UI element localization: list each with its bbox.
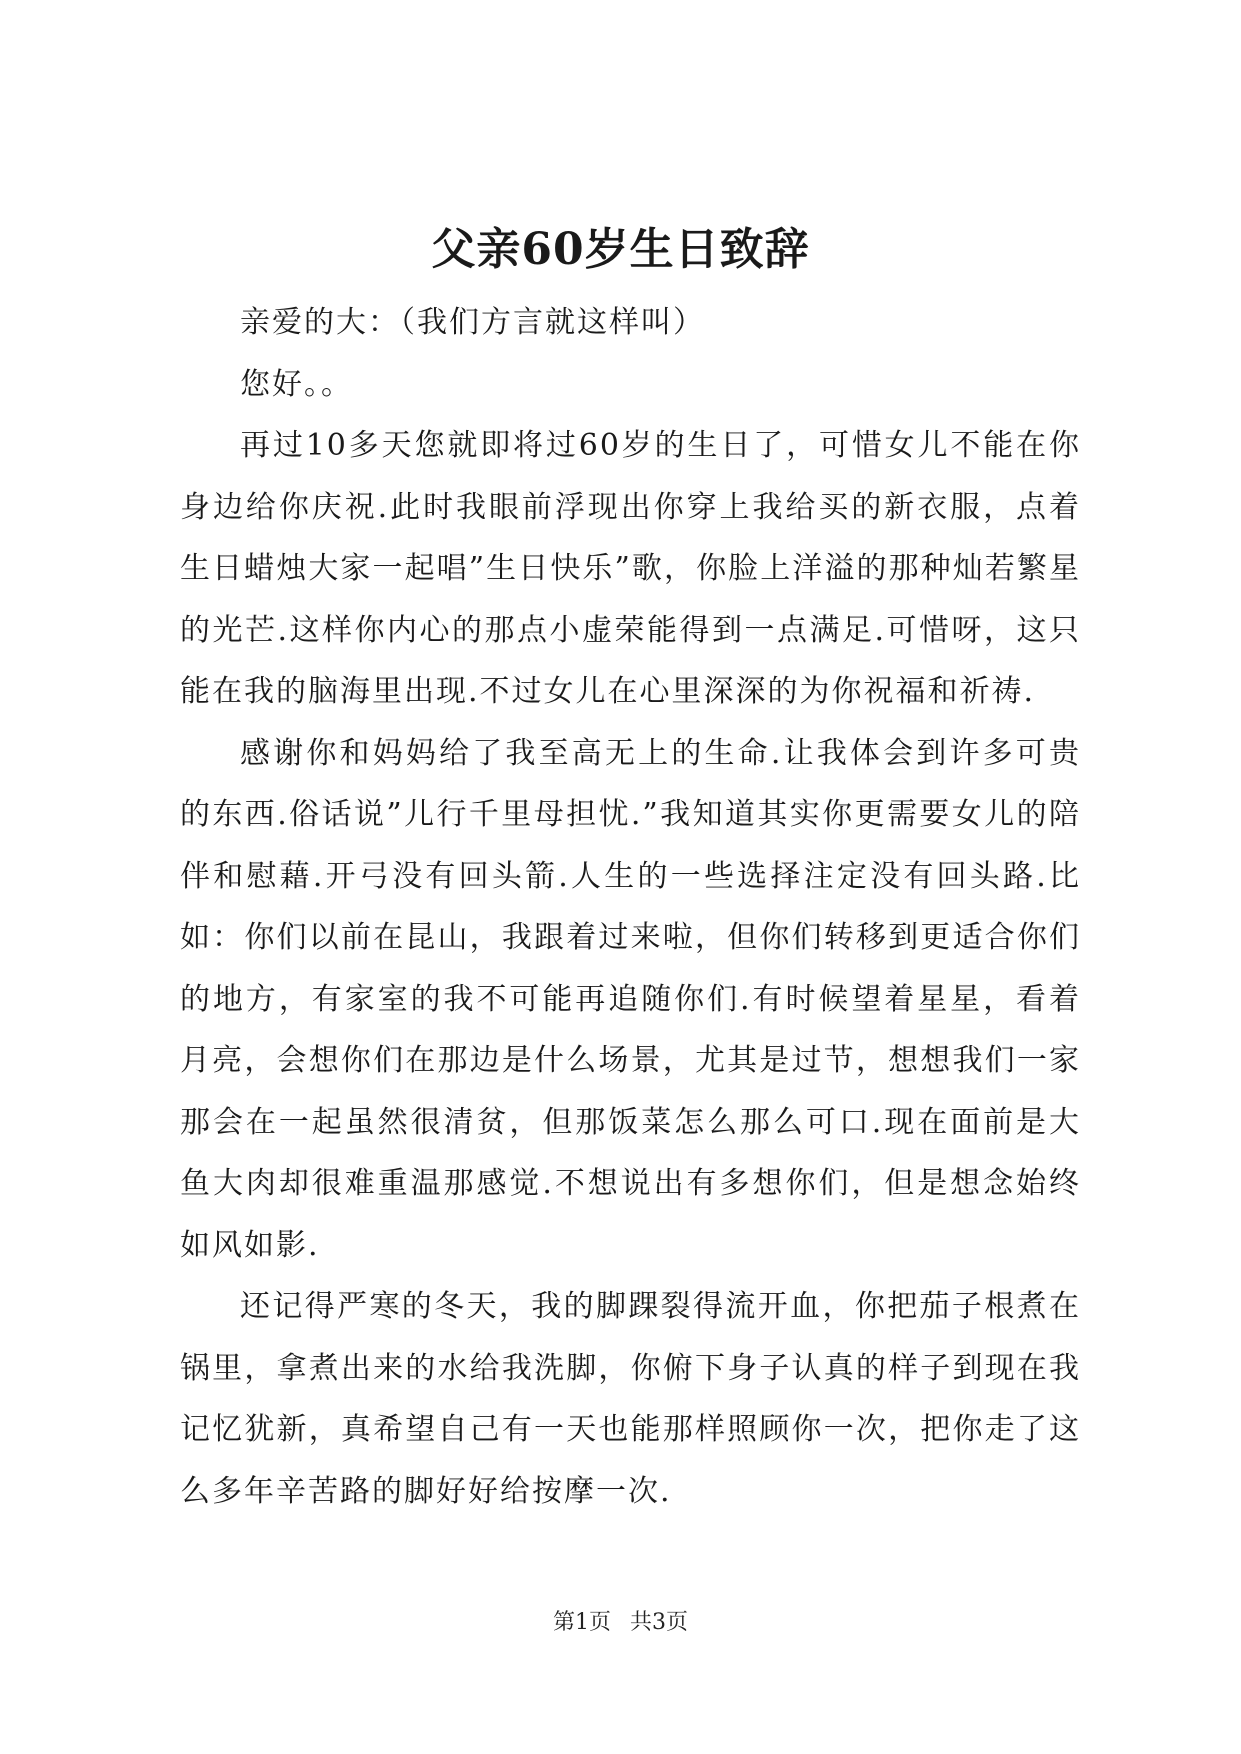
- greeting-paragraph: 您好。。: [240, 366, 353, 402]
- page-number: 第1页: [553, 1610, 611, 1635]
- page-footer: [0, 1608, 1241, 1638]
- document-title: 父亲60岁生日致辞: [431, 224, 810, 275]
- body-paragraph: 再过10多天您就即将过60岁的生日了，可惜女儿不能在你身边给你庆祝.此时我眼前浮现出你穿上我给买的新衣服，点着生日蜡烛大家一起唱”生日快乐”歌，你脸上洋溢的那种灿若繁星的光芒.这样你内心的那点小虚荣能得到一点满足.可惜呀，这只能在我的脑海里出现.不过女儿在心里深深的为你祝福和祈祷.: [180, 428, 1081, 709]
- document-body: [180, 292, 1081, 1522]
- salutation-paragraph: 亲爱的大：（我们方言就这样叫）: [240, 305, 705, 340]
- body-paragraph: 感谢你和妈妈给了我至高无上的生命.让我体会到许多可贵的东西.俗话说”儿行千里母担忧.”我知道其实你更需要女儿的陪伴和慰藉.开弓没有回头箭.人生的一些选择注定没有回头路.比如：你们以前在昆山，我跟着过来啦，但你们转移到更适合你们的地方，有家室的我不可能再追随你们.有时候望着星星，看着月亮，会想你们在那边是什么场景，尤其是过节，想想我们一家那会在一起虽然很清贫，但那饭菜怎么那么可口.现在面前是大鱼大肉却很难重温那感觉.不想说出有多想你们，但是想念始终如风如影.: [180, 735, 1081, 1263]
- page-total: 共3页: [630, 1610, 688, 1635]
- body-paragraph: 还记得严寒的冬天，我的脚踝裂得流开血，你把茄子根煮在锅里，拿煮出来的水给我洗脚，你俯下身子认真的样子到现在我记忆犹新，真希望自己有一天也能那样照顾你一次，把你走了这么多年辛苦路的脚好好给按摩一次.: [180, 1289, 1081, 1509]
